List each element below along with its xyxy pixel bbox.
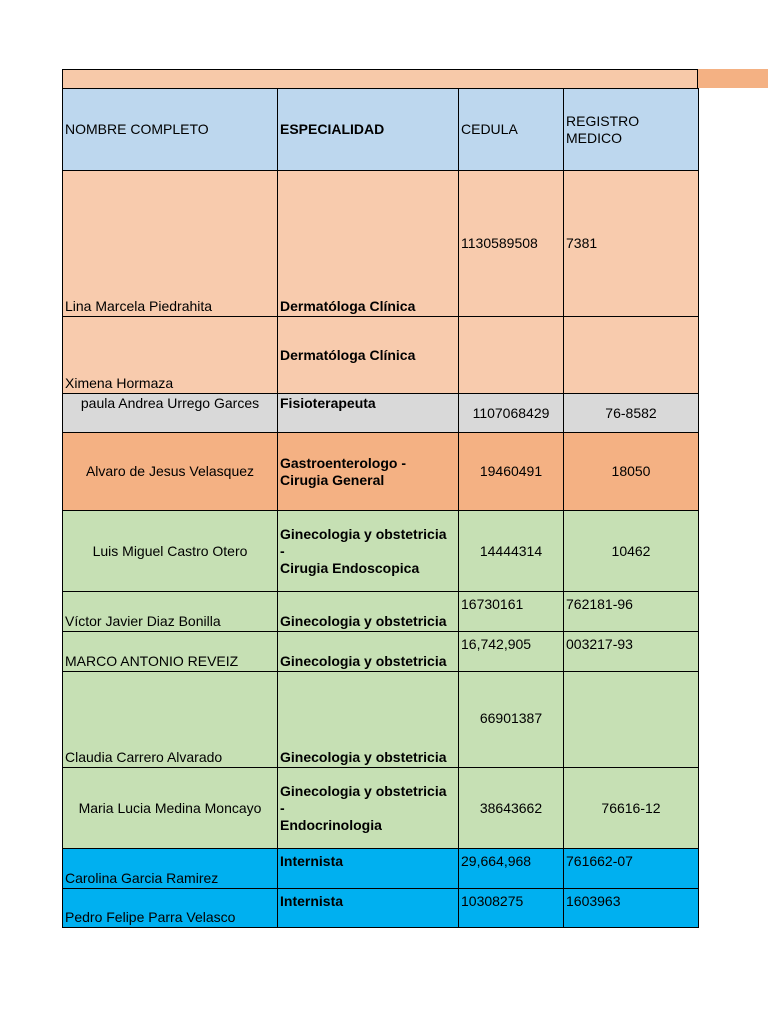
- cell-especialidad: Ginecologia y obstetricia: [278, 592, 459, 632]
- cell-nombre: Ximena Hormaza: [63, 317, 278, 394]
- cell-registro: 003217-93: [564, 632, 699, 672]
- header-cedula: CEDULA: [459, 89, 564, 171]
- cell-registro: 7381: [564, 171, 699, 317]
- cell-cedula: 10308275: [459, 889, 564, 928]
- cell-especialidad-line1: Gastroenterologo -: [280, 454, 407, 471]
- cell-especialidad: [278, 511, 459, 592]
- cell-nombre: Alvaro de Jesus Velasquez: [63, 433, 278, 511]
- cell-nombre: Maria Lucia Medina Moncayo: [63, 768, 278, 849]
- cell-especialidad-line2: -: [280, 542, 285, 559]
- cell-registro: 18050: [564, 433, 699, 511]
- cell-nombre: paula Andrea Urrego Garces: [63, 394, 278, 433]
- cell-cedula: 66901387: [459, 672, 564, 768]
- cell-registro: 1603963: [564, 889, 699, 928]
- cell-nombre: Carolina Garcia Ramirez: [63, 849, 278, 889]
- cell-especialidad: Ginecologia y obstetricia: [278, 632, 459, 672]
- doctors-table: [62, 88, 699, 928]
- cell-registro: 76616-12: [564, 768, 699, 849]
- cell-cedula: 19460491: [459, 433, 564, 511]
- table-row: [63, 592, 699, 632]
- cell-registro: 10462: [564, 511, 699, 592]
- cell-cedula: 29,664,968: [459, 849, 564, 889]
- cell-registro: [564, 672, 699, 768]
- cell-especialidad: Internista: [278, 849, 459, 889]
- header-row: [63, 89, 699, 171]
- sheet-top-strip: [62, 69, 698, 88]
- table-row: [63, 171, 699, 317]
- header-registro-line2: MEDICO: [566, 129, 622, 146]
- table-row: [63, 632, 699, 672]
- cell-especialidad: Dermatóloga Clínica: [278, 171, 459, 317]
- cell-nombre: Lina Marcela Piedrahita: [63, 171, 278, 317]
- table-row: [63, 672, 699, 768]
- header-especialidad: ESPECIALIDAD: [278, 89, 459, 171]
- cell-especialidad-line2: Cirugia General: [280, 471, 385, 488]
- cell-especialidad: Ginecologia y obstetricia: [278, 672, 459, 768]
- table-row: [63, 317, 699, 394]
- cell-nombre: Claudia Carrero Alvarado: [63, 672, 278, 768]
- table-row: [63, 849, 699, 889]
- cell-especialidad: Fisioterapeuta: [278, 394, 459, 433]
- cell-especialidad: Dermatóloga Clínica: [278, 317, 459, 394]
- cell-especialidad-line3: Endocrinologia: [280, 816, 382, 833]
- cell-especialidad: Internista: [278, 889, 459, 928]
- cell-cedula: 14444314: [459, 511, 564, 592]
- cell-registro: 762181-96: [564, 592, 699, 632]
- cell-cedula: 16,742,905: [459, 632, 564, 672]
- header-registro-line1: REGISTRO: [566, 112, 640, 129]
- cell-nombre: Luis Miguel Castro Otero: [63, 511, 278, 592]
- cell-cedula: 1107068429: [459, 394, 564, 433]
- table-row: [63, 768, 699, 849]
- cell-especialidad-line2: -: [280, 799, 285, 816]
- table-row: [63, 394, 699, 433]
- cell-nombre: Pedro Felipe Parra Velasco: [63, 889, 278, 928]
- cell-especialidad-line3: Cirugia Endoscopica: [280, 559, 420, 576]
- cell-especialidad: [278, 433, 459, 511]
- table-row: [63, 511, 699, 592]
- cell-especialidad-line1: Ginecologia y obstetricia: [280, 525, 447, 542]
- table-row: [63, 889, 699, 928]
- cell-cedula: 38643662: [459, 768, 564, 849]
- cell-cedula: 16730161: [459, 592, 564, 632]
- cell-registro: [564, 317, 699, 394]
- cell-registro: 76-8582: [564, 394, 699, 433]
- cell-nombre: Víctor Javier Diaz Bonilla: [63, 592, 278, 632]
- cell-especialidad: [278, 768, 459, 849]
- header-nombre: NOMBRE COMPLETO: [63, 89, 278, 171]
- sheet-top-strip-extension: [698, 69, 768, 88]
- cell-especialidad-line1: Ginecologia y obstetricia: [280, 782, 447, 799]
- cell-registro: 761662-07: [564, 849, 699, 889]
- table-row: [63, 433, 699, 511]
- header-registro: [564, 89, 699, 171]
- cell-cedula: [459, 317, 564, 394]
- cell-cedula: 1130589508: [459, 171, 564, 317]
- cell-nombre: MARCO ANTONIO REVEIZ: [63, 632, 278, 672]
